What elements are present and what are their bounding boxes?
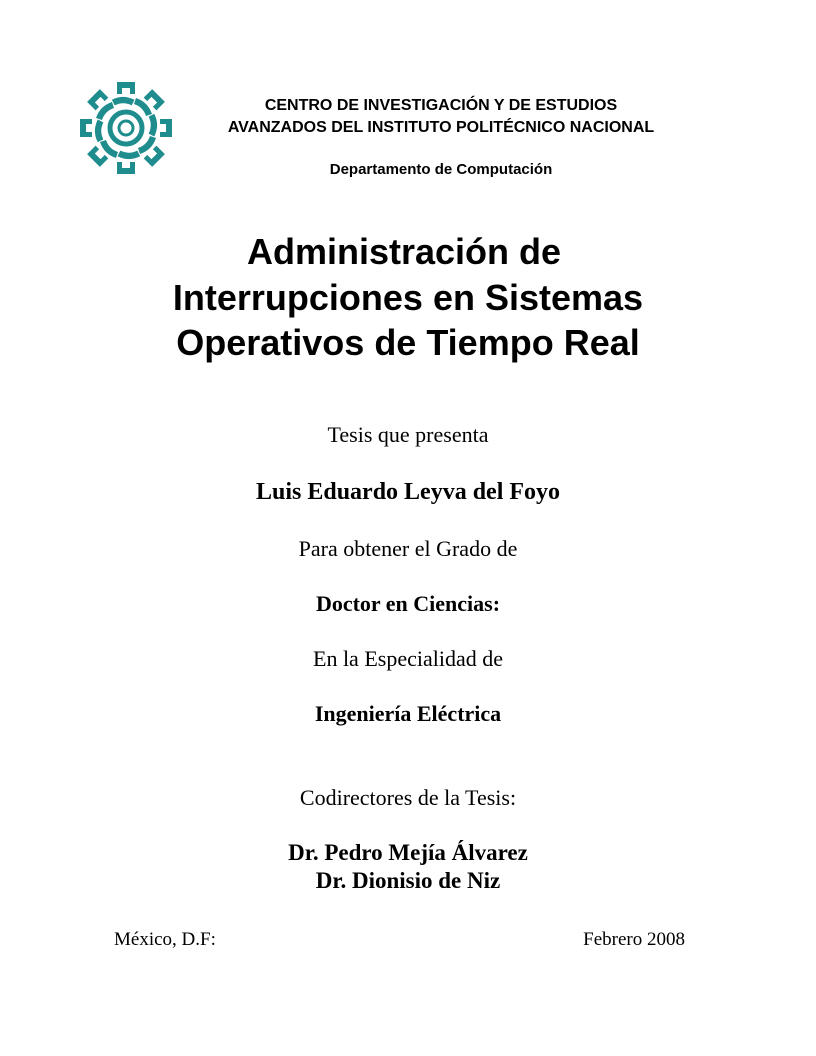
advisors-label: Codirectores de la Tesis: [299, 785, 517, 810]
thesis-title-line2: Interrupciones en Sistemas [172, 277, 644, 318]
date-text: Febrero 2008 [583, 929, 685, 950]
institution-name-line2: AVANZADOS DEL INSTITUTO POLITÉCNICO NACIONAL [227, 119, 655, 136]
thesis-title-line1: Administración de [246, 231, 562, 272]
institution-name-line1: CENTRO DE INVESTIGACIÓN Y DE ESTUDIOS [264, 97, 618, 114]
degree-label: Para obtener el Grado de [298, 536, 518, 561]
place-text: México, D.F: [114, 929, 216, 950]
cinvestav-logo-icon [76, 80, 176, 176]
author-name: Luis Eduardo Leyva del Foyo [255, 479, 561, 505]
specialty-name: Ingeniería Eléctrica [314, 701, 502, 726]
specialty-label: En la Especialidad de [313, 646, 503, 671]
advisor-name: Dr. Pedro Mejía Álvarez [288, 840, 528, 865]
degree-name: Doctor en Ciencias: [315, 591, 501, 616]
advisor-name: Dr. Dionisio de Niz [315, 868, 501, 893]
thesis-title-line3: Operativos de Tiempo Real [176, 322, 640, 363]
department-name: Departamento de Computación [329, 161, 553, 178]
presents-label: Tesis que presenta [327, 422, 489, 447]
